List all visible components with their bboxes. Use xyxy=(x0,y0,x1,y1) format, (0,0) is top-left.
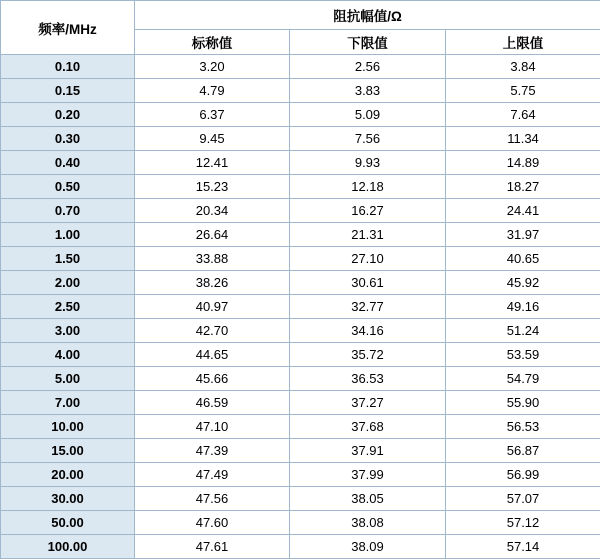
table-row xyxy=(1,535,600,559)
cell-nominal: 26.64 xyxy=(135,223,290,247)
table-row xyxy=(1,223,600,247)
column-header-frequency: 频率/MHz xyxy=(1,1,135,55)
cell-lower-limit: 38.09 xyxy=(290,535,446,559)
table-row xyxy=(1,295,600,319)
cell-lower-limit: 38.08 xyxy=(290,511,446,535)
cell-nominal: 47.61 xyxy=(135,535,290,559)
table-row xyxy=(1,55,600,79)
table-row xyxy=(1,343,600,367)
table-row xyxy=(1,79,600,103)
cell-lower-limit: 37.91 xyxy=(290,439,446,463)
cell-upper-limit: 56.87 xyxy=(446,439,600,463)
table-row xyxy=(1,199,600,223)
cell-frequency: 4.00 xyxy=(1,343,135,367)
table-row xyxy=(1,127,600,151)
table-row xyxy=(1,415,600,439)
cell-nominal: 9.45 xyxy=(135,127,290,151)
cell-lower-limit: 16.27 xyxy=(290,199,446,223)
cell-frequency: 2.00 xyxy=(1,271,135,295)
column-header-lower-limit: 下限值 xyxy=(290,30,446,55)
cell-upper-limit: 11.34 xyxy=(446,127,600,151)
cell-upper-limit: 40.65 xyxy=(446,247,600,271)
cell-lower-limit: 37.68 xyxy=(290,415,446,439)
cell-lower-limit: 27.10 xyxy=(290,247,446,271)
cell-frequency: 0.50 xyxy=(1,175,135,199)
table-row xyxy=(1,511,600,535)
cell-upper-limit: 18.27 xyxy=(446,175,600,199)
cell-nominal: 47.56 xyxy=(135,487,290,511)
cell-frequency: 30.00 xyxy=(1,487,135,511)
cell-frequency: 1.00 xyxy=(1,223,135,247)
header-row-main xyxy=(1,1,600,30)
cell-lower-limit: 2.56 xyxy=(290,55,446,79)
cell-upper-limit: 56.99 xyxy=(446,463,600,487)
cell-upper-limit: 24.41 xyxy=(446,199,600,223)
cell-upper-limit: 3.84 xyxy=(446,55,600,79)
cell-lower-limit: 3.83 xyxy=(290,79,446,103)
cell-nominal: 47.39 xyxy=(135,439,290,463)
cell-nominal: 6.37 xyxy=(135,103,290,127)
column-header-nominal: 标称值 xyxy=(135,30,290,55)
cell-lower-limit: 7.56 xyxy=(290,127,446,151)
cell-nominal: 20.34 xyxy=(135,199,290,223)
cell-upper-limit: 57.12 xyxy=(446,511,600,535)
cell-nominal: 12.41 xyxy=(135,151,290,175)
cell-nominal: 45.66 xyxy=(135,367,290,391)
cell-nominal: 3.20 xyxy=(135,55,290,79)
cell-lower-limit: 12.18 xyxy=(290,175,446,199)
cell-upper-limit: 14.89 xyxy=(446,151,600,175)
cell-lower-limit: 38.05 xyxy=(290,487,446,511)
cell-nominal: 47.60 xyxy=(135,511,290,535)
cell-lower-limit: 35.72 xyxy=(290,343,446,367)
cell-frequency: 3.00 xyxy=(1,319,135,343)
cell-upper-limit: 57.14 xyxy=(446,535,600,559)
cell-lower-limit: 32.77 xyxy=(290,295,446,319)
cell-nominal: 38.26 xyxy=(135,271,290,295)
cell-frequency: 0.40 xyxy=(1,151,135,175)
cell-frequency: 7.00 xyxy=(1,391,135,415)
cell-lower-limit: 37.99 xyxy=(290,463,446,487)
table-body xyxy=(1,55,600,559)
cell-nominal: 40.97 xyxy=(135,295,290,319)
table-row xyxy=(1,439,600,463)
cell-upper-limit: 7.64 xyxy=(446,103,600,127)
table-row xyxy=(1,151,600,175)
cell-upper-limit: 54.79 xyxy=(446,367,600,391)
cell-nominal: 47.10 xyxy=(135,415,290,439)
column-header-upper-limit: 上限值 xyxy=(446,30,600,55)
cell-frequency: 10.00 xyxy=(1,415,135,439)
cell-upper-limit: 5.75 xyxy=(446,79,600,103)
cell-upper-limit: 45.92 xyxy=(446,271,600,295)
table-row xyxy=(1,463,600,487)
cell-frequency: 0.15 xyxy=(1,79,135,103)
cell-upper-limit: 57.07 xyxy=(446,487,600,511)
cell-frequency: 0.30 xyxy=(1,127,135,151)
table-row xyxy=(1,319,600,343)
cell-upper-limit: 49.16 xyxy=(446,295,600,319)
cell-nominal: 46.59 xyxy=(135,391,290,415)
cell-lower-limit: 9.93 xyxy=(290,151,446,175)
cell-lower-limit: 21.31 xyxy=(290,223,446,247)
cell-nominal: 33.88 xyxy=(135,247,290,271)
cell-upper-limit: 55.90 xyxy=(446,391,600,415)
cell-nominal: 47.49 xyxy=(135,463,290,487)
cell-frequency: 15.00 xyxy=(1,439,135,463)
cell-lower-limit: 36.53 xyxy=(290,367,446,391)
cell-frequency: 0.70 xyxy=(1,199,135,223)
cell-frequency: 0.20 xyxy=(1,103,135,127)
cell-lower-limit: 5.09 xyxy=(290,103,446,127)
cell-lower-limit: 30.61 xyxy=(290,271,446,295)
cell-frequency: 2.50 xyxy=(1,295,135,319)
cell-frequency: 1.50 xyxy=(1,247,135,271)
cell-nominal: 44.65 xyxy=(135,343,290,367)
table-row xyxy=(1,487,600,511)
table-row xyxy=(1,391,600,415)
cell-frequency: 0.10 xyxy=(1,55,135,79)
cell-frequency: 50.00 xyxy=(1,511,135,535)
cell-frequency: 20.00 xyxy=(1,463,135,487)
table-row xyxy=(1,247,600,271)
cell-nominal: 15.23 xyxy=(135,175,290,199)
cell-lower-limit: 34.16 xyxy=(290,319,446,343)
cell-upper-limit: 56.53 xyxy=(446,415,600,439)
table-row xyxy=(1,367,600,391)
column-header-impedance-group: 阻抗幅值/Ω xyxy=(135,1,600,30)
cell-lower-limit: 37.27 xyxy=(290,391,446,415)
cell-frequency: 5.00 xyxy=(1,367,135,391)
cell-upper-limit: 51.24 xyxy=(446,319,600,343)
cell-upper-limit: 31.97 xyxy=(446,223,600,247)
table-header xyxy=(1,1,600,55)
cell-frequency: 100.00 xyxy=(1,535,135,559)
table-row xyxy=(1,103,600,127)
cell-nominal: 4.79 xyxy=(135,79,290,103)
cell-nominal: 42.70 xyxy=(135,319,290,343)
table-row xyxy=(1,175,600,199)
cell-upper-limit: 53.59 xyxy=(446,343,600,367)
table-row xyxy=(1,271,600,295)
